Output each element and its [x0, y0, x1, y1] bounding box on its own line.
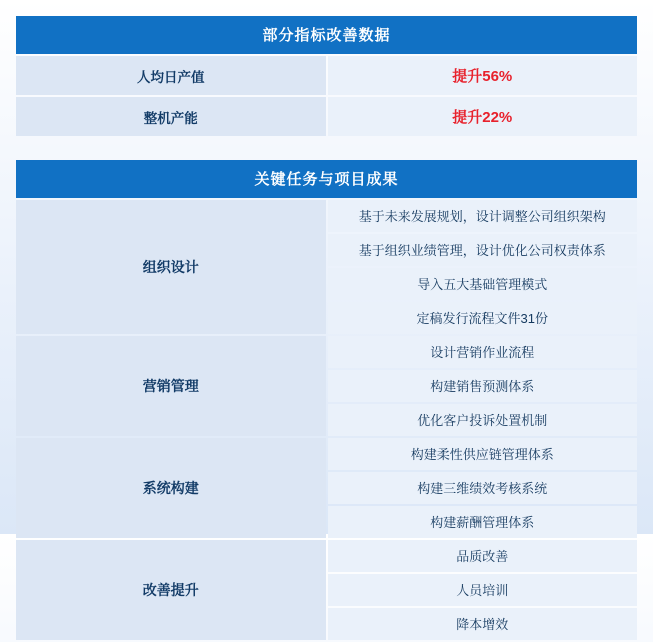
- table-row: [16, 540, 637, 572]
- metric-label: 人均日产值: [16, 56, 326, 95]
- list-item: 基于组织业绩管理，设计优化公司权责体系: [328, 234, 638, 266]
- table-row: [16, 56, 637, 95]
- list-item: 构建三维绩效考核系统: [328, 472, 638, 504]
- list-item: 人员培训: [328, 574, 638, 606]
- table-row: [16, 97, 637, 136]
- group-label: 营销管理: [16, 336, 326, 436]
- list-item: 降本增效: [328, 608, 638, 640]
- metrics-header-row: [16, 16, 637, 54]
- tasks-header-row: [16, 160, 637, 198]
- list-item: 品质改善: [328, 540, 638, 572]
- metric-value: 提升56%: [328, 56, 638, 95]
- metrics-header-title: 部分指标改善数据: [16, 16, 637, 54]
- list-item: 基于未来发展规划，设计调整公司组织架构: [328, 200, 638, 232]
- metrics-block: [14, 14, 639, 138]
- table-row: [16, 336, 637, 368]
- tasks-header-title: 关键任务与项目成果: [16, 160, 637, 198]
- list-item: 定稿发行流程文件31份: [328, 302, 638, 334]
- group-label: 改善提升: [16, 540, 326, 640]
- list-item: 构建销售预测体系: [328, 370, 638, 402]
- list-item: 优化客户投诉处置机制: [328, 404, 638, 436]
- metric-value: 提升22%: [328, 97, 638, 136]
- table-row: [16, 200, 637, 232]
- tasks-block: [14, 158, 639, 642]
- list-item: 构建柔性供应链管理体系: [328, 438, 638, 470]
- metrics-table: [14, 14, 639, 138]
- table-row: [16, 438, 637, 470]
- metric-label: 整机产能: [16, 97, 326, 136]
- list-item: 构建薪酬管理体系: [328, 506, 638, 538]
- block-spacer: [14, 148, 639, 158]
- tasks-table: [14, 158, 639, 642]
- group-label: 系统构建: [16, 438, 326, 538]
- list-item: 导入五大基础管理模式: [328, 268, 638, 300]
- list-item: 设计营销作业流程: [328, 336, 638, 368]
- group-label: 组织设计: [16, 200, 326, 334]
